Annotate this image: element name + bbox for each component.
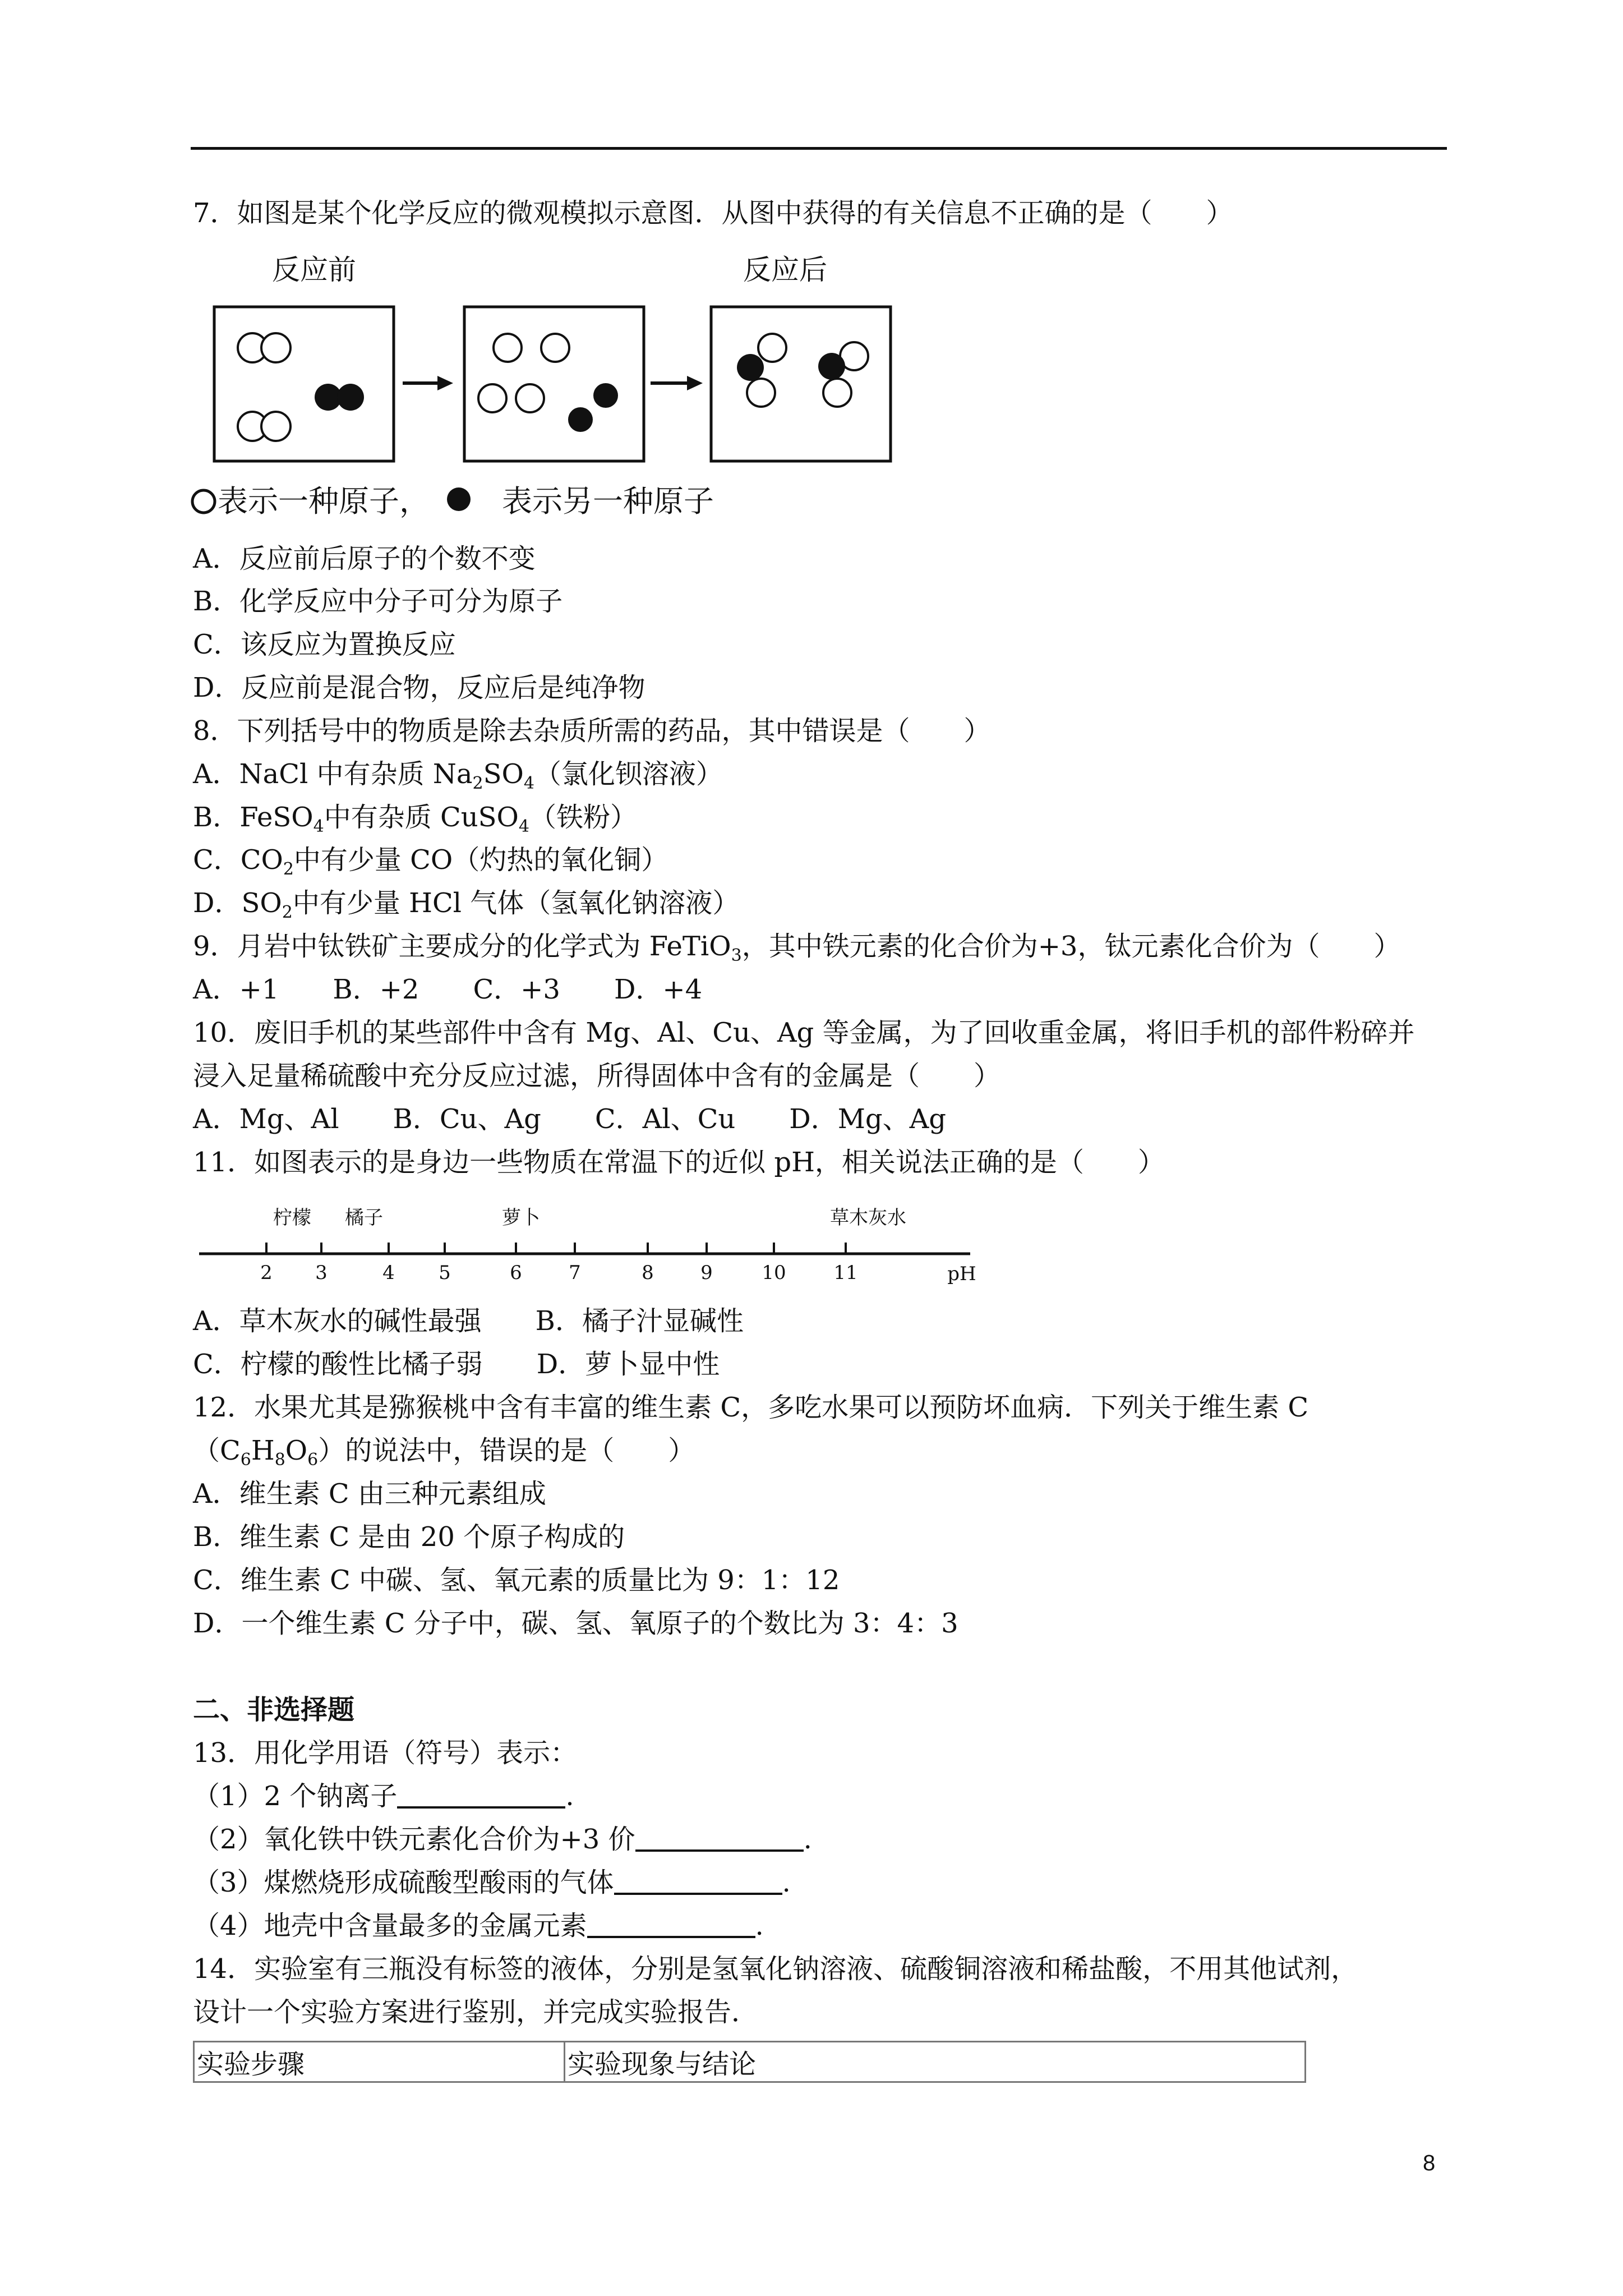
q8-stem: 8．下列括号中的物质是除去杂质所需的药品，其中错误是（ ） [193,715,991,747]
ph-tick-label: 9 [700,1262,713,1284]
box-after [711,307,891,461]
ph-tick-label: 11 [833,1262,858,1284]
ph-scale [191,1200,987,1285]
ph-tick-label: 5 [439,1262,451,1284]
q12-option-b: B．维生素 C 是由 20 个原子构成的 [193,1521,625,1553]
q10-stem-line1: 10．废旧手机的某些部件中含有 Mg、Al、Cu、Ag 等金属，为了回收重金属，将旧手机的部件粉碎并 [193,1017,1415,1048]
ph-tick-label: 8 [642,1262,654,1284]
box-before [214,307,394,461]
legend-white-text: 表示一种原子， [218,484,430,519]
answer-blank-3[interactable] [614,1868,782,1895]
q13-item-1: （1）2 个钠离子 . [193,1780,574,1812]
answer-blank-4[interactable] [587,1911,755,1938]
ph-axis-unit: pH [947,1263,976,1285]
q13-item-3: （3）煤燃烧形成硫酸型酸雨的气体 . [193,1867,791,1898]
q14-stem-line1: 14．实验室有三瓶没有标签的液体，分别是氢氧化钠溶液、硫酸铜溶液和稀盐酸，不用其他试剂， [193,1953,1358,1985]
q12-option-c: C．维生素 C 中碳、氢、氧元素的质量比为 9：1：12 [193,1565,840,1596]
q14-stem-line2: 设计一个实验方案进行鉴别，并完成实验报告． [193,1996,759,2028]
q13-stem: 13．用化学用语（符号）表示： [193,1737,578,1769]
q11-stem: 11．如图表示的是身边一些物质在常温下的近似 pH，相关说法正确的是（ ） [193,1147,1165,1178]
experiment-report-table [193,2041,1306,2083]
label-before: 反应前 [272,254,356,286]
q8-option-a: A．NaCl 中有杂质 $Na_2SO_4$（氯化钡溶液） [193,758,723,793]
ph-label-orange: 橘子 [345,1207,383,1229]
ph-label-lemon: 柠檬 [273,1207,311,1229]
q7-option-c: C．该反应为置换反应 [193,629,456,660]
q8-option-b: B．FeSO$_4$中有杂质 CuSO$_4$（铁粉） [193,802,637,836]
q11-options-cd: C．柠檬的酸性比橘子弱 D．萝卜显中性 [193,1349,720,1380]
table-header-results: 实验现象与结论 [565,2042,1306,2082]
ph-tick-label: 10 [762,1262,786,1284]
q7-option-b: B．化学反应中分子可分为原子 [193,586,563,617]
q10-options: A．Mg、Al B．Cu、Ag C．Al、Cu D．Mg、Ag [193,1103,946,1135]
answer-blank-1[interactable] [397,1782,565,1809]
table-row [194,2042,1306,2082]
q7-option-a: A．反应前后原子的个数不变 [193,543,536,574]
q10-stem-line2: 浸入足量稀硫酸中充分反应过滤，所得固体中含有的金属是（ ） [193,1060,1001,1092]
black-atom-icon [447,487,471,511]
header-rule [191,147,1447,150]
q12-stem-line1: 12．水果尤其是猕猴桃中含有丰富的维生素 C，多吃水果可以预防坏血病．下列关于维生素 C [193,1392,1309,1423]
answer-blank-2[interactable] [635,1825,804,1852]
q13-item-2: （2）氧化铁中铁元素化合价为+3 价 . [193,1824,812,1855]
ph-label-ash: 草木灰水 [830,1207,906,1229]
white-atom-icon [192,490,215,513]
ph-tick-label: 3 [315,1262,328,1284]
q8-option-c: C．$CO_2$中有少量 CO（灼热的氧化铜） [193,844,668,879]
ph-tick-label: 6 [510,1262,522,1284]
q8-option-d: D．$SO_2$中有少量 HCl 气体（氢氧化钠溶液） [193,887,740,922]
q7-stem: 7．如图是某个化学反应的微观模拟示意图．从图中获得的有关信息不正确的是（ ） [193,197,1233,229]
ph-tick-label: 4 [382,1262,395,1284]
q11-options-ab: A．草木灰水的碱性最强 B．橘子汁显碱性 [193,1305,744,1337]
q7-option-d: D．反应前是混合物，反应后是纯净物 [193,672,645,703]
q13-item-4: （4）地壳中含量最多的金属元素 . [193,1910,764,1941]
q12-option-d: D．一个维生素 C 分子中，碳、氢、氧原子的个数比为 3：4：3 [193,1608,958,1639]
page-number: 8 [1423,2151,1436,2175]
ph-tick-label: 7 [569,1262,581,1284]
section-heading: 二、非选择题 [193,1694,355,1726]
reaction-diagram [191,241,827,527]
q9-options: A．+1 B．+2 C．+3 D．+4 [193,974,703,1005]
q9-stem: 9．月岩中钛铁矿主要成分的化学式为 FeTiO$_3$，其中铁元素的化合价为+3，钛元素化合价为（ ） [193,931,1401,965]
table-header-steps: 实验步骤 [194,2042,565,2082]
q12-option-a: A．维生素 C 由三种元素组成 [193,1478,546,1510]
ph-tick-label: 2 [260,1262,273,1284]
label-after: 反应后 [743,254,827,286]
ph-label-radish: 萝卜 [502,1207,540,1229]
legend-black-text: 表示另一种原子 [502,484,714,519]
q12-stem-line2: $(C_6H_8O_6)$的说法中，错误的是（ ） [193,1435,695,1470]
